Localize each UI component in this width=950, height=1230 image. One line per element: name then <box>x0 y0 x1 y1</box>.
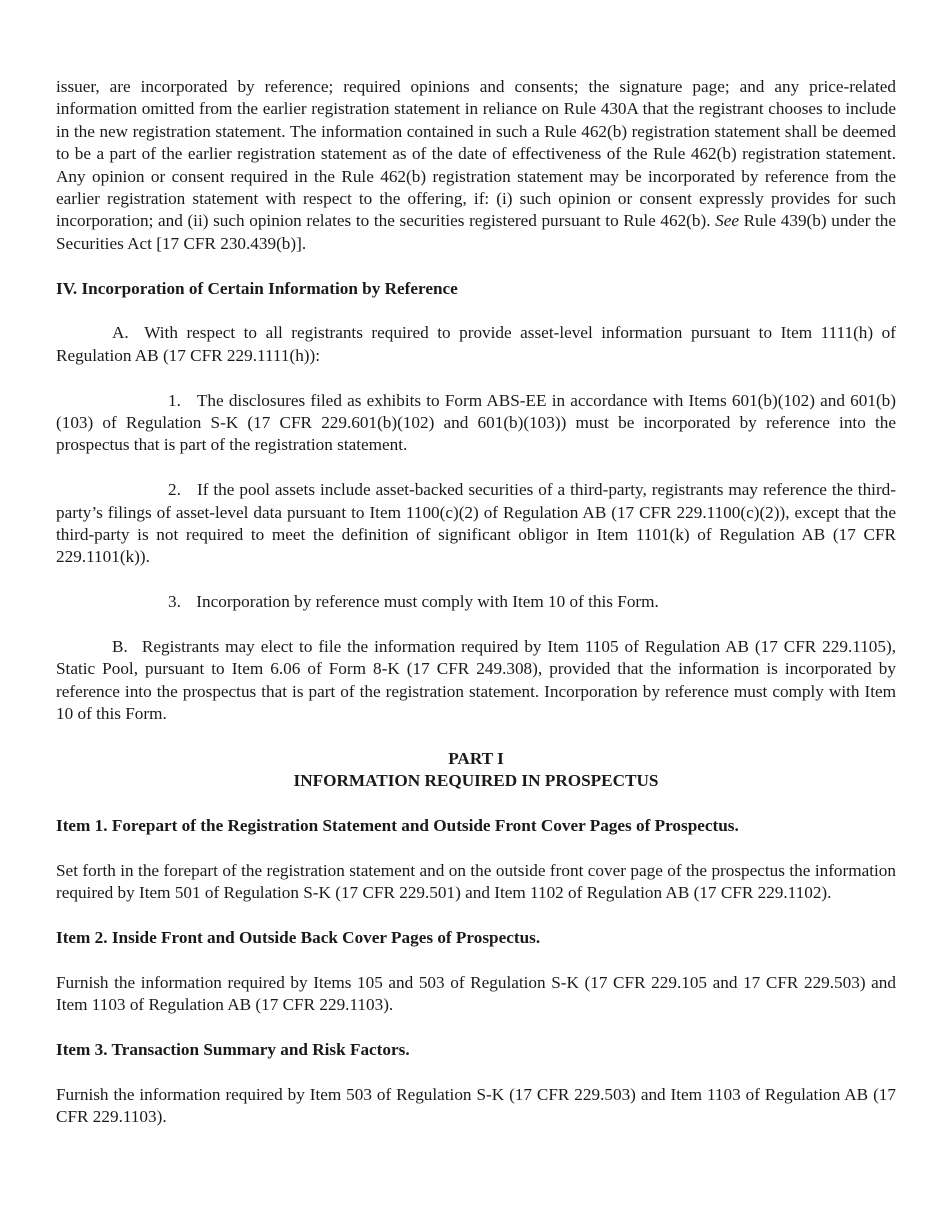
item-2-heading: Item 2. Inside Front and Outside Back Cover Pages of Prospectus. <box>56 928 541 948</box>
section-iv-b-paragraph <box>56 636 896 726</box>
section-iv-a-label: A. <box>112 323 129 343</box>
item-1-text: Set forth in the forepart of the registration statement and on the outside front cover page of the prospectus the information required by Item 501 of Regulation S-K (17 CFR 229.501) and Item 1102 of Regulation AB (17 CFR 229.1102). <box>56 861 896 903</box>
section-iv-item-1 <box>56 390 896 457</box>
section-iv-a-paragraph <box>56 322 896 367</box>
section-iv-item-2 <box>56 479 896 569</box>
part-i-subtitle: INFORMATION REQUIRED IN PROSPECTUS <box>293 771 659 791</box>
item-3-text: Furnish the information required by Item 503 of Regulation S-K (17 CFR 229.503) and Item 1103 of Regulation AB (17 CFR 229.1103). <box>56 1085 896 1127</box>
section-iv-item-3 <box>56 591 896 613</box>
intro-text-part2: Rule 439(b) under the Securities Act [17 CFR 230.439(b)]. <box>56 211 896 253</box>
item-3-heading: Item 3. Transaction Summary and Risk Factors. <box>56 1040 410 1060</box>
item-text: The disclosures filed as exhibits to Form ABS-EE in accordance with Items 601(b)(102) and 601(b)(103) of Regulation S-K (17 CFR 229.601(b)(102) and 601(b)(103)) must be incorporated by reference into the prospectus that is part of the registration statement. <box>56 390 896 455</box>
section-iv-b-label: B. <box>112 637 128 657</box>
item-number: 2. <box>168 480 181 500</box>
see-reference: See <box>715 211 740 231</box>
item-number: 3. <box>168 592 181 612</box>
item-text: If the pool assets include asset-backed securities of a third-party, registrants may reference the third-party’s filings of asset-level data pursuant to Item 1100(c)(2) of Regulation AB (17 CFR 229.1100(c)(2)), except that the third-party is not required to meet the definition of significant obligor in Item 1101(k) of Regulation AB (17 CFR 229.1101(k)). <box>56 480 896 567</box>
intro-text-part1: issuer, are incorporated by reference; required opinions and consents; the signature page; and any price-related information omitted from the earlier registration statement in reliance on Rule 430A that the registrant chooses to include in the new registration statement. The information contained in such a Rule 462(b) registration statement shall be deemed to be a part of the earlier registration statement as of the date of effectiveness of the Rule 462(b) registration statement. Any opinion or consent required in the Rule 462(b) registration statement may be incorporated by reference from the earlier registration statement with respect to the offering, if: (i) such opinion or consent expressly provides for such incorporation; and (ii) such opinion relates to the securities registered pursuant to Rule 462(b). <box>56 77 896 231</box>
item-1-heading: Item 1. Forepart of the Registration Statement and Outside Front Cover Pages of Prospectus. <box>56 816 739 836</box>
item-number: 1. <box>168 390 181 410</box>
intro-paragraph <box>56 76 896 255</box>
section-iv-a-text: With respect to all registrants required to provide asset-level information pursuant to Item 1111(h) of Regulation AB (17 CFR 229.1111(h)): <box>56 323 896 365</box>
item-text: Incorporation by reference must comply with Item 10 of this Form. <box>196 592 659 612</box>
item-2-text: Furnish the information required by Items 105 and 503 of Regulation S-K (17 CFR 229.105 and 17 CFR 229.503) and Item 1103 of Regulation AB (17 CFR 229.1103). <box>56 973 896 1015</box>
section-iv-heading: IV. Incorporation of Certain Information by Reference <box>56 278 458 298</box>
section-iv-b-text: Registrants may elect to file the information required by Item 1105 of Regulation AB (17 CFR 229.1105), Static Pool, pursuant to Item 6.06 of Form 8-K (17 CFR 249.308), provided that the information is incorporated by reference into the prospectus that is part of the registration statement. Incorporation by reference must comply with Item 10 of this Form. <box>56 637 897 724</box>
document-page <box>56 76 896 1151</box>
part-i-header <box>56 748 896 793</box>
part-i-title: PART I <box>448 749 504 769</box>
